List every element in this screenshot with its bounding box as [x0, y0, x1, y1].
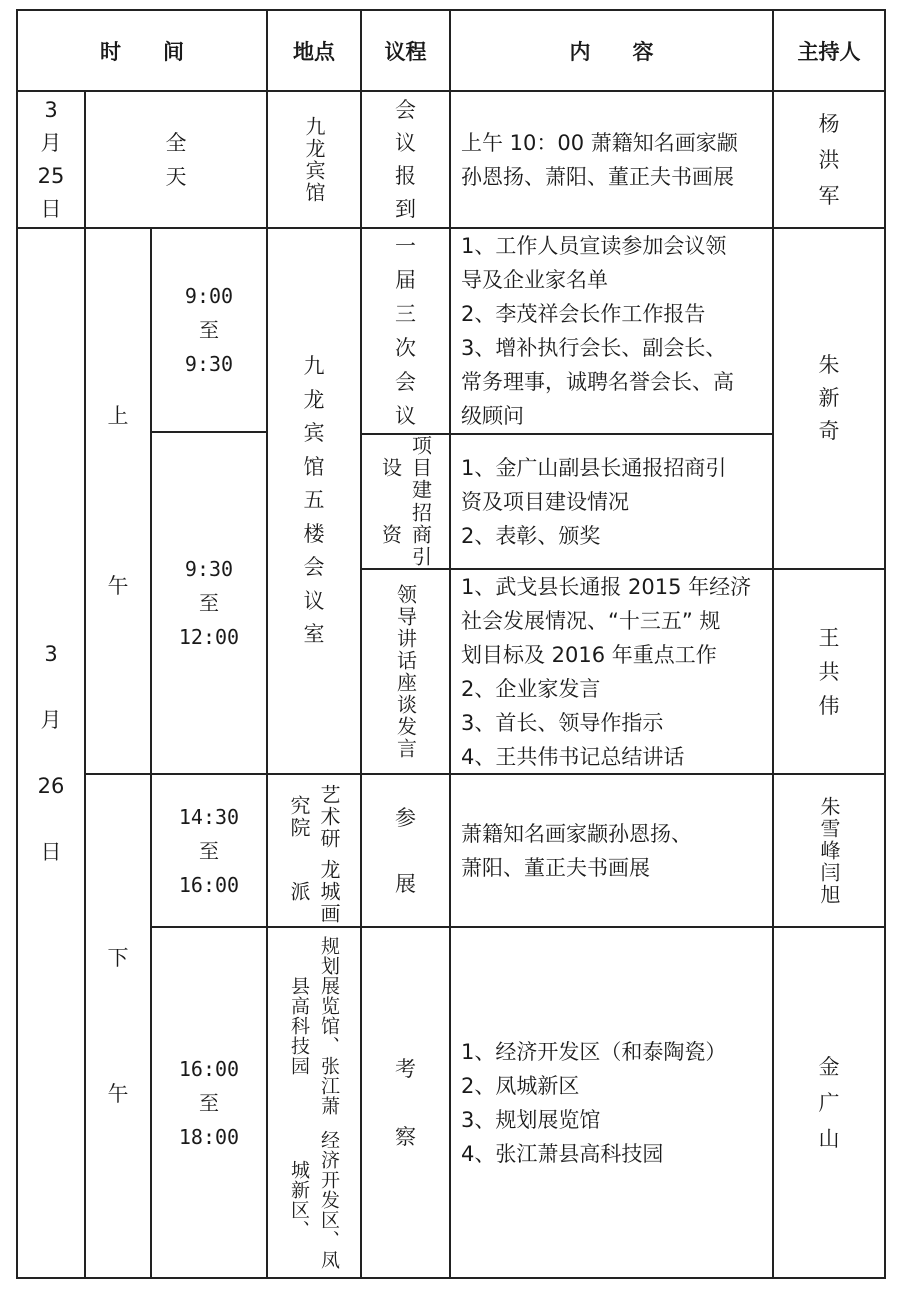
session3-host: 朱雪峰 闫旭 [817, 795, 841, 906]
day1-date: 3 月 25 日 [37, 97, 65, 221]
day1-time: 全 天 [165, 130, 187, 189]
session4-time: 16:00 至 18:00 [178, 1056, 240, 1149]
session2-content-speech: 1、武戈县长通报 2015 年经济 社会发展情况、“十三五” 规 划目标及 2016 年重点工作 2、企业家发言 3、首长、领导作指示 4、王共伟书记总结讲话 [461, 574, 752, 769]
session1-host: 朱 新 奇 [818, 353, 840, 443]
session1-content: 1、工作人员宣读参加会议领 导及企业家名单 2、李茂祥会长作工作报告 3、增补执行会长、副会长、 常务理事，诚聘名誉会长、高 级顾问 [461, 234, 734, 428]
header-time: 时 间 [100, 39, 184, 64]
session3-agenda: 参 展 [395, 805, 416, 896]
session3-time: 14:30 至 16:00 [178, 804, 240, 897]
session1-time: 9:00 至 9:30 [184, 284, 234, 376]
session3-content: 萧籍知名画家颛孙恩扬、 萧阳、董正夫书画展 [461, 821, 692, 880]
day1-place: 九龙宾馆 [302, 115, 326, 204]
session4-agenda: 考 察 [395, 1056, 416, 1149]
session3-place: 艺术研究院 龙城画派 [287, 783, 341, 926]
session4-place: 规划展览馆、张江萧县高科技园 经济开发区、凤城新区、 [288, 935, 340, 1271]
day2-morning: 上 午 [107, 404, 129, 598]
day1-agenda: 会 议 报 到 [395, 97, 416, 221]
session4-host: 金 广 山 [818, 1054, 840, 1151]
header-place: 地点 [293, 39, 335, 64]
session2-agenda-investment: 项目建设 招商引资 [378, 435, 433, 568]
session2-host: 王 共 伟 [818, 625, 840, 718]
day1-content: 上午 10：00 萧籍知名画家颛 孙恩扬、萧阳、董正夫书画展 [461, 130, 738, 189]
day1-host: 杨 洪 军 [818, 111, 840, 208]
session1-agenda: 一 届 三 次 会 议 [395, 234, 416, 428]
session4-content: 1、经济开发区（和泰陶瓷） 2、凤城新区 3、规划展览馆 4、张江萧县高科技园 [461, 1039, 727, 1166]
day2-afternoon: 下 午 [107, 946, 129, 1106]
day2-morning-place: 九 龙 宾 馆 五 楼 会 议 室 [303, 354, 325, 647]
session2-agenda-speech: 领导讲话 座谈发言 [393, 583, 418, 760]
header-host: 主持人 [797, 39, 861, 64]
day2-date: 3 月 26 日 [37, 642, 65, 864]
session2-content-investment: 1、金广山副县长通报招商引 资及项目建设情况 2、表彰、颁奖 [461, 455, 727, 548]
header-agenda: 议程 [384, 39, 427, 64]
session2-time: 9:30 至 12:00 [178, 557, 240, 649]
header-content: 内 容 [569, 39, 654, 64]
